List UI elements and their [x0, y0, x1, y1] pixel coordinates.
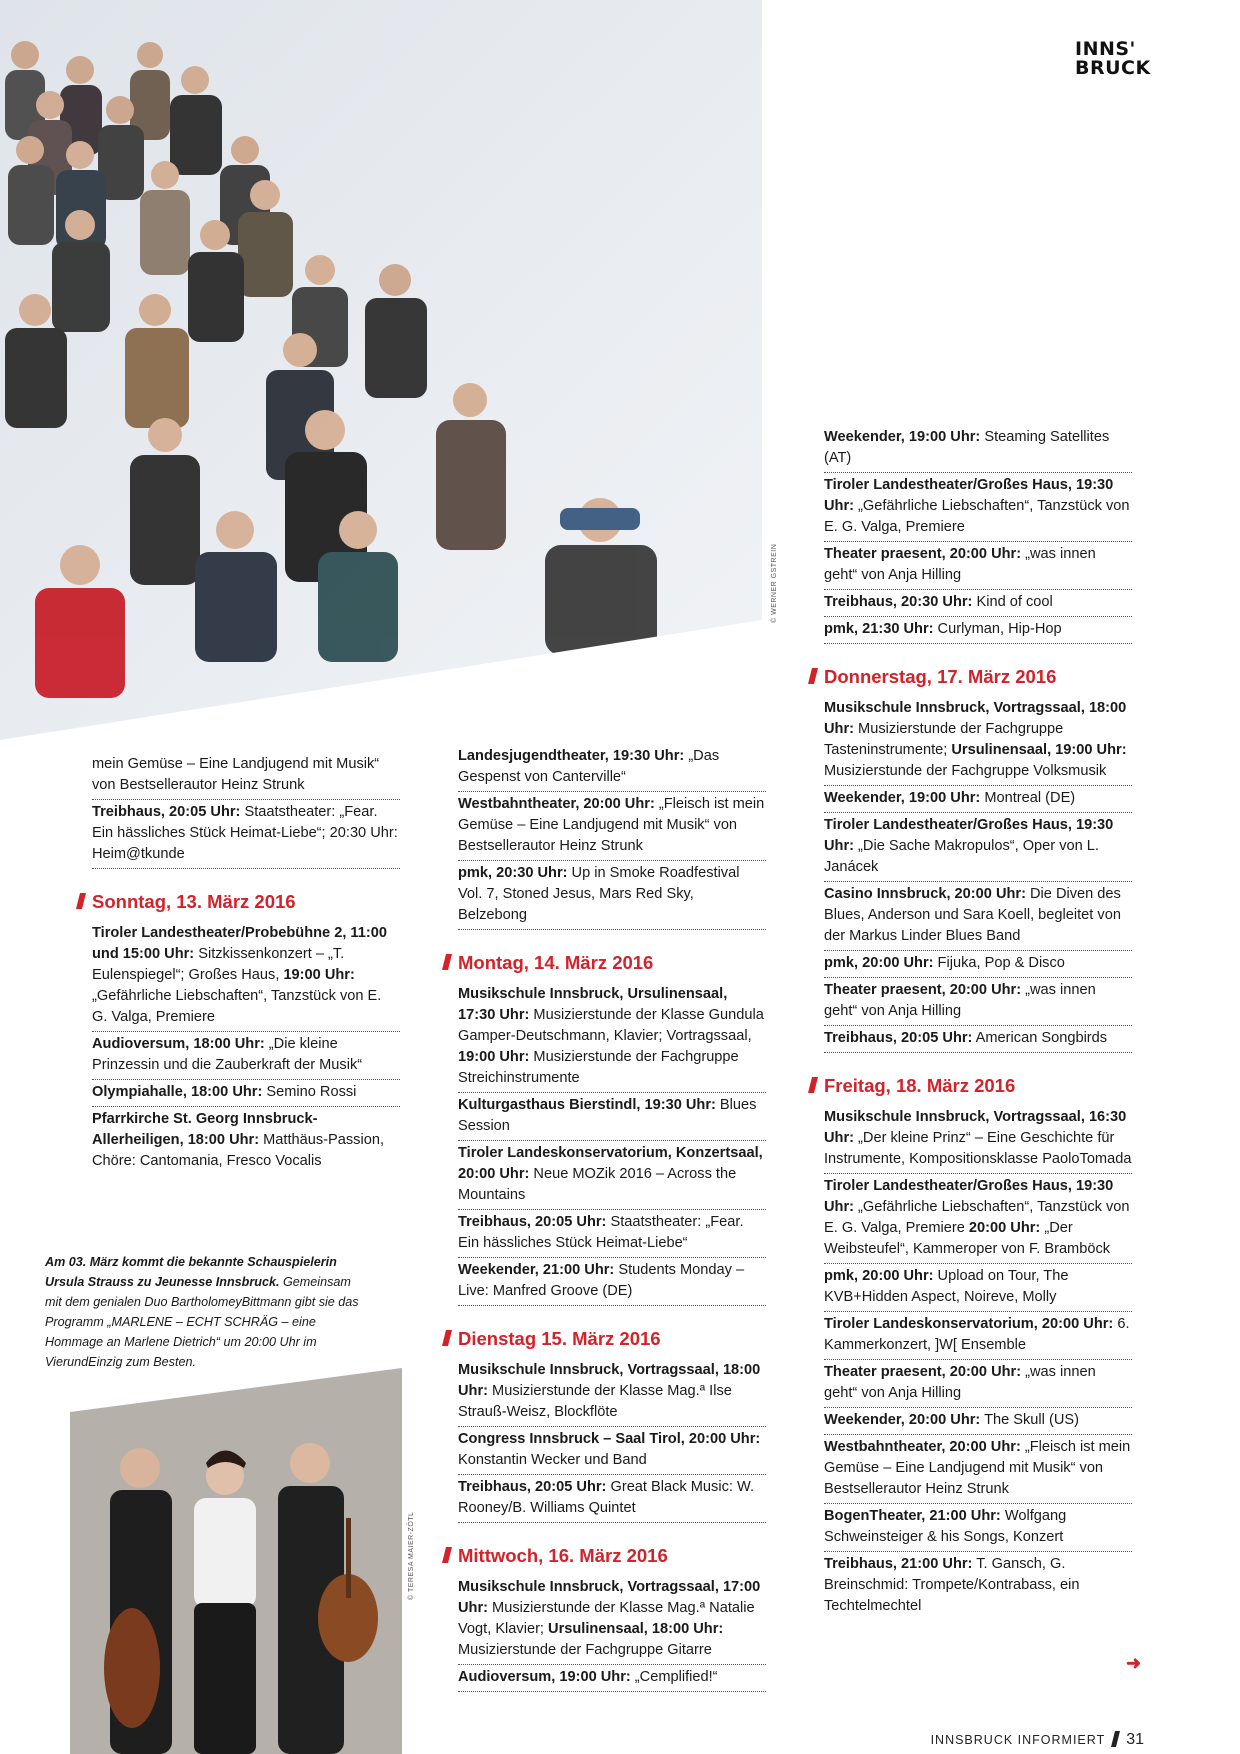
slash-marker	[442, 1330, 452, 1346]
slash-marker	[442, 954, 452, 970]
list-item: Olympiahalle, 18:00 Uhr: Semino Rossi	[92, 1080, 400, 1107]
list-item: Audioversum, 19:00 Uhr: „Cemplified!“	[458, 1665, 766, 1692]
day-heading: Mittwoch, 16. März 2016	[458, 1545, 766, 1567]
list-item: Treibhaus, 20:05 Uhr: Great Black Music: W. Rooney/B. Williams Quintet	[458, 1475, 766, 1523]
day-heading: Montag, 14. März 2016	[458, 952, 766, 974]
trio-photo	[70, 1368, 402, 1754]
list-item: Treibhaus, 20:30 Uhr: Kind of cool	[824, 590, 1132, 617]
list-item: Musikschule Innsbruck, Vortragssaal, 18:00 Uhr: Musizierstunde der Fachgruppe Tasteninstrumente; Ursulinensaal, 19:00 Uhr: Musizierstunde der Fachgruppe Volksmusik	[824, 696, 1132, 786]
list-item: Treibhaus, 20:05 Uhr: Staatstheater: „Fear. Ein hässliches Stück Heimat-Liebe“	[458, 1210, 766, 1258]
list-item: Treibhaus, 21:00 Uhr: T. Gansch, G. Breinschmid: Trompete/Kontrabass, ein Techtelmechtel	[824, 1556, 1080, 1614]
column-2	[458, 744, 766, 1692]
list-item: Theater praesent, 20:00 Uhr: „was innen geht“ von Anja Hilling	[824, 1360, 1132, 1408]
page-number: 31	[1126, 1731, 1144, 1748]
list-item: Musikschule Innsbruck, Vortragssaal, 17:00 Uhr: Musizierstunde der Klasse Mag.ª Natalie Vogt, Klavier; Ursulinensaal, 18:00 Uhr: Musizierstunde der Fachgruppe Gitarre	[458, 1575, 766, 1665]
slash-marker	[808, 668, 818, 684]
list-item: Westbahntheater, 20:00 Uhr: „Fleisch ist mein Gemüse – Eine Landjugend mit Musik“ von Bestsellerautor Heinz Strunk	[824, 1435, 1132, 1504]
logo-line-1: INNS'	[1075, 38, 1136, 60]
list-item: BogenTheater, 21:00 Uhr: Wolfgang Schweinsteiger & his Songs, Konzert	[824, 1504, 1132, 1552]
page-footer	[931, 1731, 1144, 1749]
list-item: pmk, 20:00 Uhr: Fijuka, Pop & Disco	[824, 951, 1132, 978]
day-heading: Sonntag, 13. März 2016	[92, 891, 400, 913]
list-item: Congress Innsbruck – Saal Tirol, 20:00 Uhr: Konstantin Wecker und Band	[458, 1427, 766, 1475]
list-item: Weekender, 19:00 Uhr: Steaming Satellites (AT)	[824, 425, 1132, 473]
list-item: Tiroler Landestheater/Großes Haus, 19:30 Uhr: „Die Sache Makropulos“, Oper von L. Janácek	[824, 813, 1132, 882]
top-photo-credit: © WERNER GSTREIN	[771, 543, 778, 623]
bottom-photo-credit: © TERESA MAIER-ZÖTL	[408, 1511, 415, 1600]
slash-marker	[442, 1547, 452, 1563]
list-item: Musikschule Innsbruck, Vortragssaal, 16:30 Uhr: „Der kleine Prinz“ – Eine Geschichte für Instrumente, Kompositionsklasse PaoloTomada	[824, 1105, 1132, 1174]
arrow-right-icon: ➜	[1126, 1653, 1142, 1673]
list-item: Musikschule Innsbruck, Vortragssaal, 18:00 Uhr: Musizierstunde der Klasse Mag.ª Ilse Strauß-Weisz, Blockflöte	[458, 1358, 766, 1427]
list-item: Weekender, 20:00 Uhr: The Skull (US)	[824, 1408, 1132, 1435]
innsbruck-logo	[1075, 40, 1151, 78]
list-item: pmk, 20:30 Uhr: Up in Smoke Roadfestival Vol. 7, Stoned Jesus, Mars Red Sky, Belzebong	[458, 861, 766, 930]
list-item: Treibhaus, 20:05 Uhr: Staatstheater: „Fear. Ein hässliches Stück Heimat-Liebe“; 20:30 Uhr: Heim@tkunde	[92, 800, 400, 869]
footer-label: INNSBRUCK INFORMIERT	[930, 1733, 1106, 1747]
day-heading: Freitag, 18. März 2016	[824, 1075, 1132, 1097]
list-item: Weekender, 21:00 Uhr: Students Monday – Live: Manfred Groove (DE)	[458, 1258, 766, 1306]
list-item: Tiroler Landestheater/Großes Haus, 19:30 Uhr: „Gefährliche Liebschaften“, Tanzstück von E. G. Valga, Premiere 20:00 Uhr: „Der Weibsteufel“, Kammeroper von F. Bramböck	[824, 1174, 1132, 1264]
day-heading: Donnerstag, 17. März 2016	[824, 666, 1132, 688]
slash-marker	[76, 893, 86, 909]
list-item: Westbahntheater, 20:00 Uhr: „Fleisch ist mein Gemüse – Eine Landjugend mit Musik“ von Bestsellerautor Heinz Strunk	[458, 792, 766, 861]
list-item: Pfarrkirche St. Georg Innsbruck-Allerheiligen, 18:00 Uhr: Matthäus-Passion, Chöre: Cantomania, Fresco Vocalis	[92, 1111, 384, 1169]
day-heading: Dienstag 15. März 2016	[458, 1328, 766, 1350]
group-photo-snow	[0, 0, 762, 740]
list-item: Audioversum, 18:00 Uhr: „Die kleine Prinzessin und die Zauberkraft der Musik“	[92, 1032, 400, 1080]
list-item: pmk, 21:30 Uhr: Curlyman, Hip-Hop	[824, 617, 1132, 644]
column-3	[824, 425, 1132, 1620]
slash-marker	[1111, 1731, 1120, 1747]
photo-caption: Am 03. März kommt die bekannte Schauspielerin Ursula Strauss zu Jeunesse Innsbruck. Gemeinsam mit dem genialen Duo BartholomeyBittmann gibt sie das Programm „MARLENE – ECHT SCHRÄG – eine Hommage an Marlene Dietrich“ um 20:00 Uhr im VierundEinzig zum Besten.	[45, 1255, 359, 1369]
list-item: mein Gemüse – Eine Landjugend mit Musik“ von Bestsellerautor Heinz Strunk	[92, 752, 400, 800]
column-1	[92, 752, 400, 1175]
list-item: Tiroler Landestheater/Großes Haus, 19:30 Uhr: „Gefährliche Liebschaften“, Tanzstück von E. G. Valga, Premiere	[824, 473, 1132, 542]
list-item: Treibhaus, 20:05 Uhr: American Songbirds	[824, 1026, 1132, 1053]
list-item: Theater praesent, 20:00 Uhr: „was innen geht“ von Anja Hilling	[824, 978, 1132, 1026]
list-item: Weekender, 19:00 Uhr: Montreal (DE)	[824, 786, 1132, 813]
list-item: Tiroler Landeskonservatorium, 20:00 Uhr: 6. Kammerkonzert, ]W[ Ensemble	[824, 1312, 1132, 1360]
list-item: Tiroler Landeskonservatorium, Konzertsaal, 20:00 Uhr: Neue MOZik 2016 – Across the Mountains	[458, 1141, 766, 1210]
list-item: Casino Innsbruck, 20:00 Uhr: Die Diven des Blues, Anderson und Sara Koell, begleitet von der Markus Linder Blues Band	[824, 882, 1132, 951]
list-item: Tiroler Landestheater/Probebühne 2, 11:00 und 15:00 Uhr: Sitzkissenkonzert – „T. Eulenspiegel“; Großes Haus, 19:00 Uhr: „Gefährliche Liebschaften“, Tanzstück von E. G. Valga, Premiere	[92, 921, 400, 1032]
slash-marker	[808, 1077, 818, 1093]
list-item: Musikschule Innsbruck, Ursulinensaal, 17:30 Uhr: Musizierstunde der Klasse Gundula Gamper-Deutschmann, Klavier; Vortragssaal, 19:00 Uhr: Musizierstunde der Fachgruppe Streichinstrumente	[458, 982, 766, 1093]
logo-line-2: BRUCK	[1075, 57, 1151, 79]
list-item: Landesjugendtheater, 19:30 Uhr: „Das Gespenst von Canterville“	[458, 744, 766, 792]
list-item: Kulturgasthaus Bierstindl, 19:30 Uhr: Blues Session	[458, 1093, 766, 1141]
list-item: Theater praesent, 20:00 Uhr: „was innen geht“ von Anja Hilling	[824, 542, 1132, 590]
list-item: pmk, 20:00 Uhr: Upload on Tour, The KVB+Hidden Aspect, Noireve, Molly	[824, 1264, 1132, 1312]
